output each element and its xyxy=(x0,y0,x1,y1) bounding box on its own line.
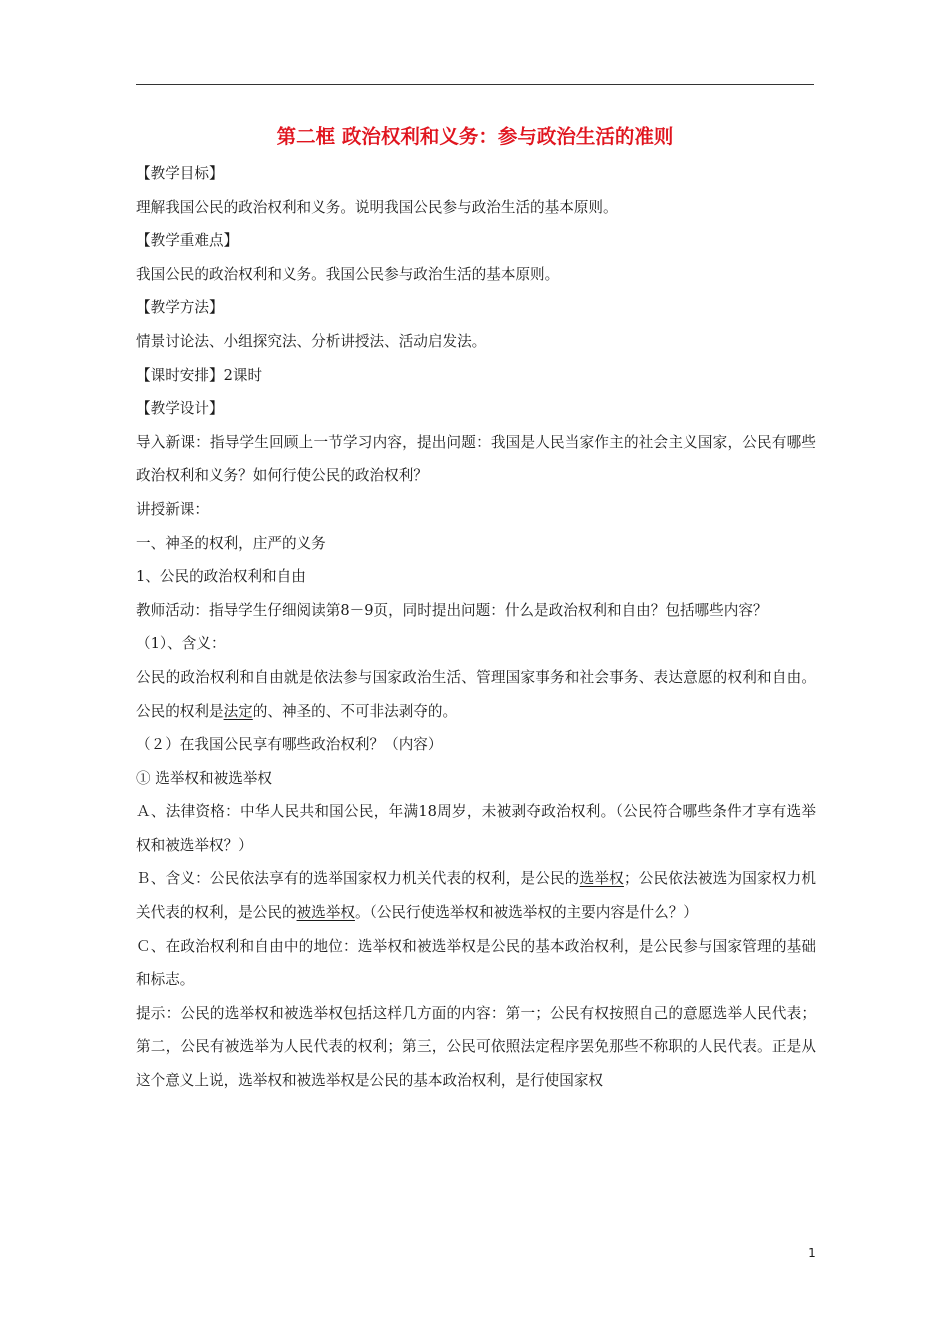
paragraph-teaching-method: 情景讨论法、小组探究法、分析讲授法、活动启发法。 xyxy=(136,332,487,350)
heading-key-points: 【教学重难点】 xyxy=(136,232,239,250)
paragraph-introduction: 导入新课：指导学生回顾上一节学习内容，提出问题：我国是人民当家作主的社会主义国家，公民有哪些政治权利和义务？如何行使公民的政治权利？ xyxy=(136,433,816,485)
document-body xyxy=(136,157,816,1098)
underlined-right-to-be-elected: 被选举权 xyxy=(296,904,355,922)
page-number: 1 xyxy=(808,1246,816,1260)
paragraph-item-b xyxy=(136,862,816,929)
list-item-1: ① 选举权和被选举权 xyxy=(136,769,272,787)
paragraph-meaning xyxy=(136,661,816,728)
underlined-fading: 法定 xyxy=(223,702,253,720)
page-title: 第二框 政治权利和义务：参与政治生活的准则 xyxy=(276,125,674,148)
heading-teaching-design: 【教学设计】 xyxy=(136,400,224,418)
item-b-text-3: 。（公民行使选举权和被选举权的主要内容是什么？） xyxy=(354,904,698,922)
paragraph-meaning-heading: （1）、含义： xyxy=(136,635,226,653)
item-b-text-1: Ｂ、含义：公民依法享有的选举国家权力机关代表的权利，是公民的 xyxy=(136,870,580,888)
meaning-text-b: 的、神圣的、不可非法剥夺的。 xyxy=(252,702,458,720)
paragraph-hint: 提示：公民的选举权和被选举权包括这样几方面的内容：第一；公民有权按照自己的意愿选举人民代表；第二，公民有被选举为人民代表的权利；第三，公民可依照法定程序罢免那些不称职的人民代表。正是从这个意义上说，选举权和被选举权是公民的基本政治权利，是行使国家权 xyxy=(136,1004,816,1090)
header-rule xyxy=(136,84,814,85)
paragraph-question-2: （２）在我国公民享有哪些政治权利？（内容） xyxy=(136,736,443,754)
paragraph-class-time: 【课时安排】2课时 xyxy=(136,366,263,384)
paragraph-item-a: Ａ、法律资格：中华人民共和国公民，年满18周岁，未被剥夺政治权利。（公民符合哪些条件才享有选举权和被选举权？） xyxy=(136,803,816,854)
underlined-right-to-vote: 选举权 xyxy=(579,870,624,888)
paragraph-key-points: 我国公民的政治权利和义务。我国公民参与政治生活的基本原则。 xyxy=(136,265,560,283)
paragraph-lecture: 讲授新课： xyxy=(136,500,209,518)
meaning-text-a: 公民的政治权利和自由就是依法参与国家政治生活、管理国家事务和社会事务、表达意愿的权利和自由。公民的权利是 xyxy=(136,668,816,720)
paragraph-teaching-goal: 理解我国公民的政治权利和义务。说明我国公民参与政治生活的基本原则。 xyxy=(136,198,618,216)
heading-teaching-method: 【教学方法】 xyxy=(136,299,224,317)
item-b-text-2: ；公民依法被选为国家权力机关代表的权利，是公民的 xyxy=(136,870,816,922)
subsection-heading-1: 1、公民的政治权利和自由 xyxy=(136,568,306,586)
paragraph-teacher-activity: 教师活动：指导学生仔细阅读第8－9页，同时提出问题：什么是政治权利和自由？包括哪些内容？ xyxy=(136,601,768,619)
paragraph-item-c: Ｃ、在政治权利和自由中的地位：选举权和被选举权是公民的基本政治权利，是公民参与国家管理的基础和标志。 xyxy=(136,937,816,989)
heading-teaching-goal: 【教学目标】 xyxy=(136,165,224,182)
section-heading-1: 一、神圣的权利，庄严的义务 xyxy=(136,534,326,552)
